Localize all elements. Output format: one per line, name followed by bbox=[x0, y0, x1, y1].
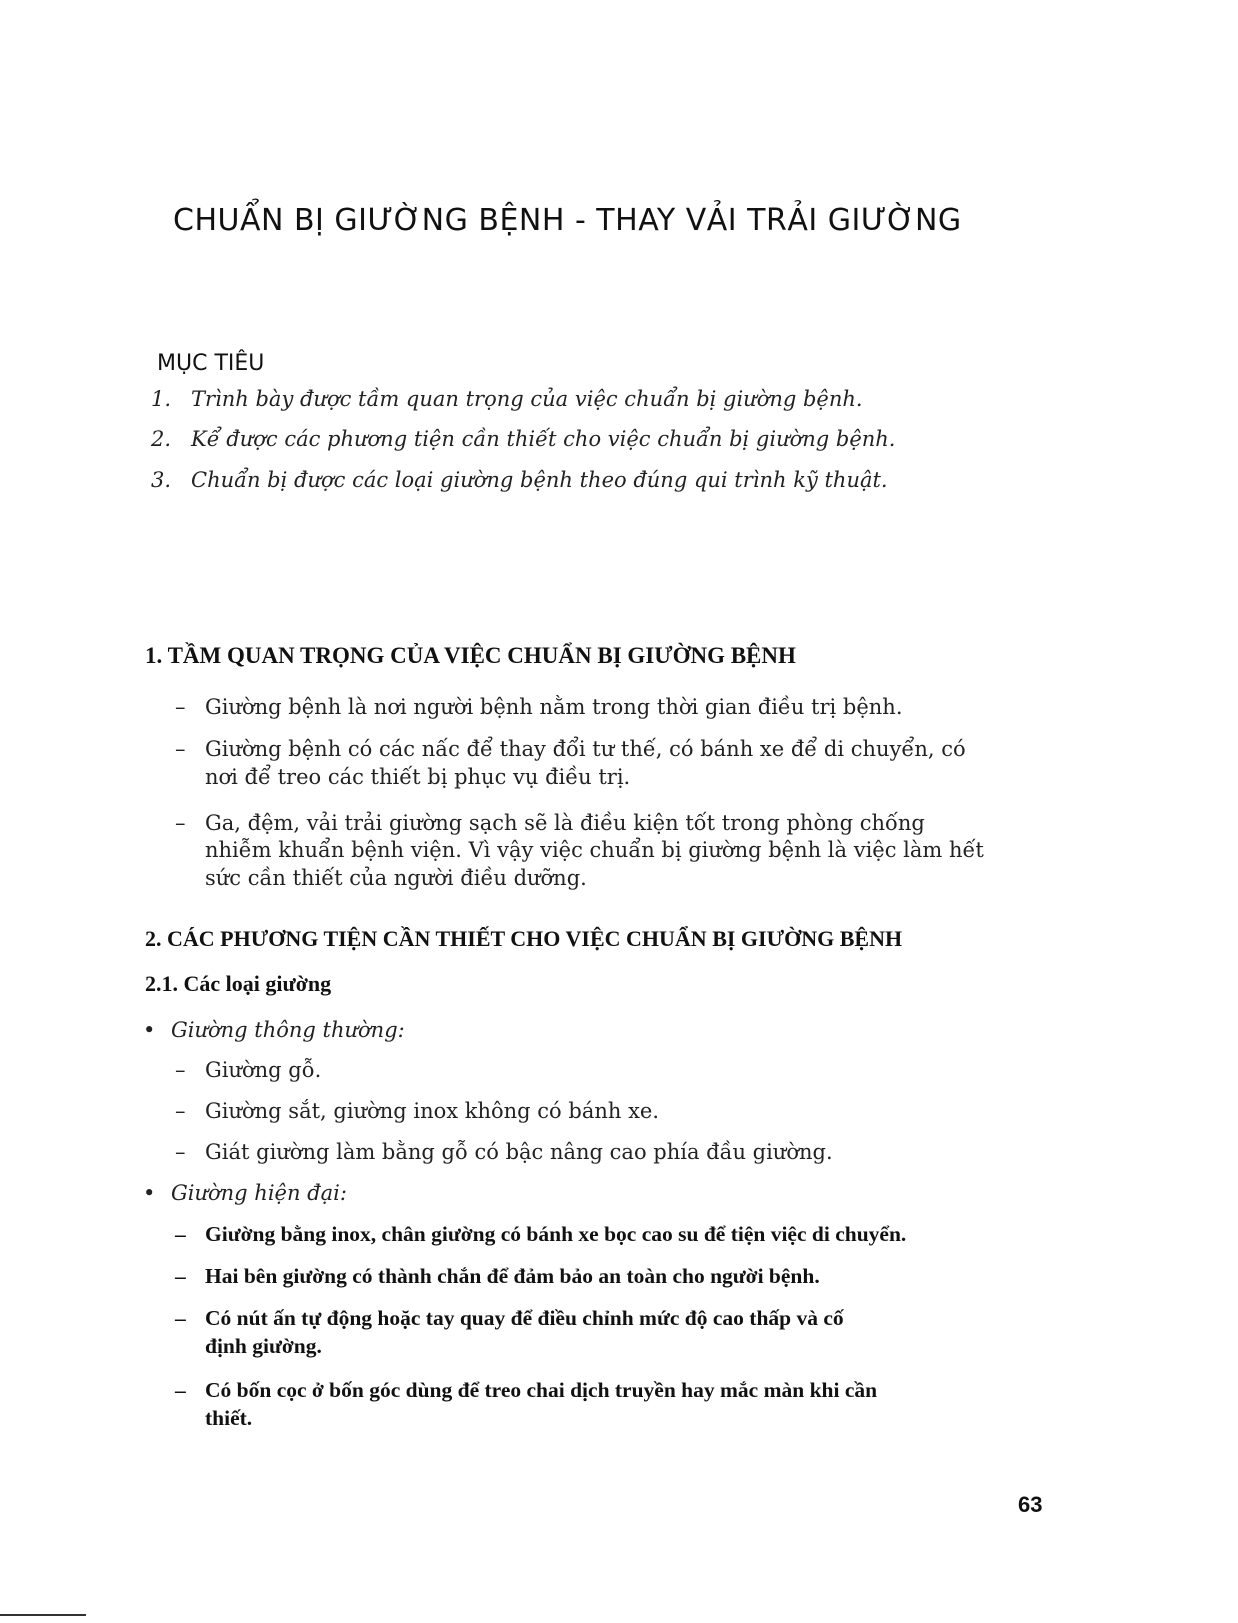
list-item bbox=[175, 1378, 877, 1403]
objective-item bbox=[151, 427, 895, 451]
list-item bbox=[175, 1140, 833, 1164]
bullet-marker: • bbox=[143, 1018, 156, 1042]
dash-marker: – bbox=[175, 1058, 186, 1082]
bottom-divider bbox=[0, 1614, 86, 1616]
list-item-text: Giường bệnh là nơi người bệnh nằm trong thời gian điều trị bệnh. bbox=[205, 695, 903, 719]
list-item bbox=[175, 1099, 659, 1123]
objective-text: Kể được các phương tiện cần thiết cho việc chuẩn bị giường bệnh. bbox=[191, 427, 896, 451]
list-item-text: Giường gỗ. bbox=[205, 1058, 322, 1082]
dash-marker: – bbox=[175, 695, 186, 719]
objective-text: Trình bày được tầm quan trọng của việc chuẩn bị giường bệnh. bbox=[191, 387, 863, 411]
dash-marker: – bbox=[175, 1140, 186, 1164]
dash-marker: – bbox=[175, 1264, 186, 1288]
section2-subheading: 2.1. Các loại giường bbox=[145, 971, 332, 996]
bullet-label bbox=[143, 1018, 405, 1042]
section2-heading: 2. CÁC PHƯƠNG TIỆN CẦN THIẾT CHO VIỆC CHUẨN BỊ GIƯỜNG BỆNH bbox=[145, 926, 903, 951]
list-item-continuation: thiết. bbox=[205, 1406, 253, 1430]
list-item-continuation: nơi để treo các thiết bị phục vụ điều trị. bbox=[205, 765, 631, 789]
list-item bbox=[175, 811, 925, 835]
list-item bbox=[175, 737, 966, 761]
objective-number: 3. bbox=[151, 468, 172, 492]
list-item bbox=[175, 1058, 321, 1082]
dash-marker: – bbox=[175, 1222, 186, 1246]
bullet-label bbox=[143, 1181, 347, 1205]
list-item-continuation: sức cần thiết của người điều dưỡng. bbox=[205, 866, 587, 890]
list-item-text: Giường sắt, giường inox không có bánh xe. bbox=[205, 1099, 660, 1123]
page-number: 63 bbox=[1018, 1492, 1043, 1517]
dash-marker: – bbox=[175, 1306, 186, 1330]
list-item-text: Ga, đệm, vải trải giường sạch sẽ là điều kiện tốt trong phòng chống bbox=[205, 811, 925, 835]
group-label: Giường hiện đại: bbox=[171, 1181, 347, 1205]
list-item-text: Giát giường làm bằng gỗ có bậc nâng cao phía đầu giường. bbox=[205, 1140, 833, 1164]
list-item bbox=[175, 1264, 820, 1289]
objective-number: 1. bbox=[151, 387, 172, 411]
bullet-marker: • bbox=[143, 1181, 156, 1205]
dash-marker: – bbox=[175, 1099, 186, 1123]
section1-heading: 1. TẦM QUAN TRỌNG CỦA VIỆC CHUẨN BỊ GIƯỜNG BỆNH bbox=[145, 643, 796, 668]
objective-text: Chuẩn bị được các loại giường bệnh theo đúng qui trình kỹ thuật. bbox=[191, 468, 888, 492]
objectives-heading: MỤC TIÊU bbox=[157, 351, 265, 376]
list-item-continuation: nhiễm khuẩn bệnh viện. Vì vậy việc chuẩn bị giường bệnh là việc làm hết bbox=[205, 838, 984, 862]
dash-marker: – bbox=[175, 811, 186, 835]
list-item-text: Giường bệnh có các nấc để thay đổi tư thế, có bánh xe để di chuyển, có bbox=[205, 737, 966, 761]
page-title: CHUẨN BỊ GIƯỜNG BỆNH - THAY VẢI TRẢI GIƯỜNG bbox=[173, 203, 962, 238]
list-item-text: Giường bằng inox, chân giường có bánh xe bọc cao su để tiện việc di chuyển. bbox=[205, 1222, 907, 1246]
list-item bbox=[175, 1306, 844, 1331]
list-item-text: Có bốn cọc ở bốn góc dùng để treo chai dịch truyền hay mắc màn khi cần bbox=[205, 1378, 878, 1402]
dash-marker: – bbox=[175, 1378, 186, 1402]
objective-item bbox=[151, 468, 888, 492]
list-item bbox=[175, 1222, 906, 1247]
list-item-text: Có nút ấn tự động hoặc tay quay để điều chỉnh mức độ cao thấp và cố bbox=[205, 1306, 844, 1330]
objective-item bbox=[151, 387, 863, 411]
dash-marker: – bbox=[175, 737, 186, 761]
list-item-continuation: định giường. bbox=[205, 1334, 322, 1358]
group-label: Giường thông thường: bbox=[171, 1018, 405, 1042]
list-item-text: Hai bên giường có thành chắn để đảm bảo an toàn cho người bệnh. bbox=[205, 1264, 820, 1288]
objective-number: 2. bbox=[151, 427, 172, 451]
list-item bbox=[175, 695, 903, 719]
